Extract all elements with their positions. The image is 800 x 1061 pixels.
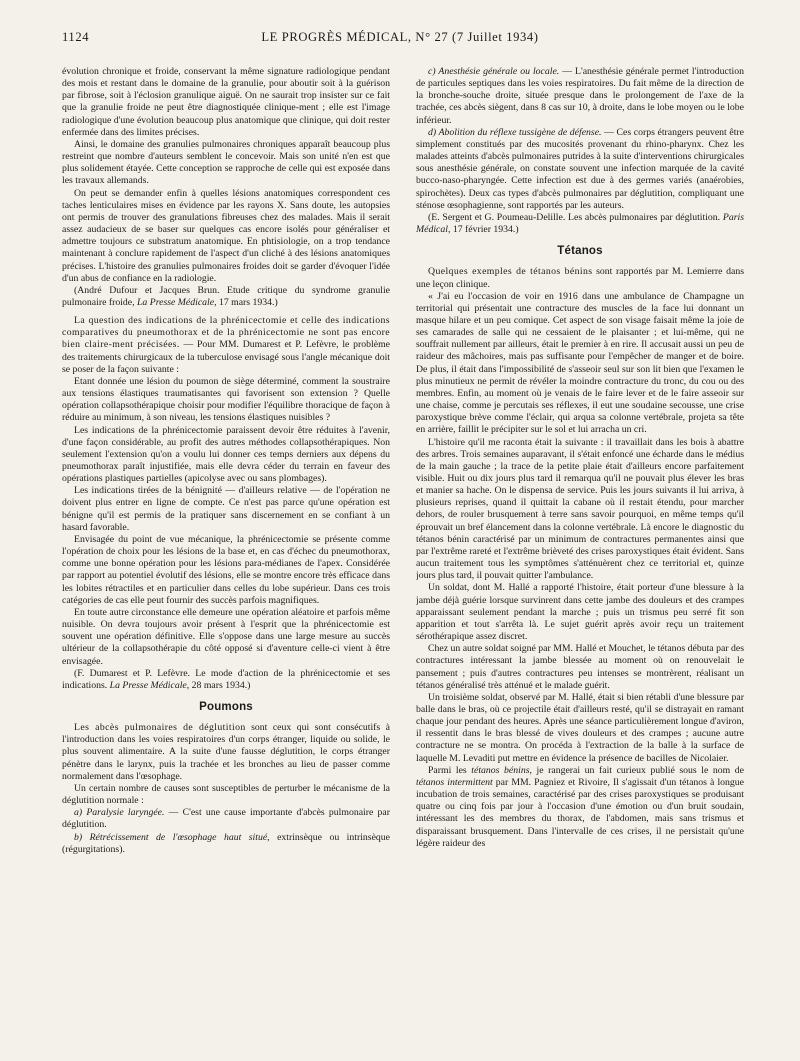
citation-journal: La Presse Médicale,	[109, 679, 190, 691]
list-item-text: extrinsèque ou intrinsèque (régurgitations).	[62, 831, 390, 855]
citation-date: 17 mars 1934.)	[218, 296, 278, 308]
article-lead-title: La question des indications de la phrénicectomie et celle des indications comparatives du pneumothorax et de la phrénicectomie ne sont pas encore bien claire-ment précisées.	[62, 315, 390, 351]
paragraph: Un troisième soldat, observé par M. Hallé, était si bien rétabli d'une blessure par balle dans le bras, où ce projectile était d'ailleurs resté, qu'il se distrayait en ramant chaque jour pendant des heures. Après une séance particulièrement longue d'aviron, il ressentit dans le bras blessé de vives douleurs et des crampes ; aucune autre contracture ne se montra. On procéda à l'extraction de la balle à la surface de laquelle M. Levaditi put mettre en évidence la présence de bacilles de Nicolaier.	[416, 691, 744, 764]
running-title: LE PROGRÈS MÉDICAL, N° 27 (7 Juillet 1934)	[261, 30, 539, 44]
paragraph: En toute autre circonstance elle demeure une opération aléatoire et parfois même nuisible. On devra toujours avoir présent à l'esprit que la phrénicectomie est souvent une opération définitive. Elle s'oppose dans une large mesure au succès ultérieur de la collapsothérapie du côté opposé si d'aventure celle-ci vient à être envisagée.	[62, 606, 390, 667]
list-item-label: a) Paralysie laryngée.	[74, 807, 165, 819]
article-lead-paragraph	[416, 266, 744, 290]
list-item-label: b) Rétrécissement de l'œsophage haut situé,	[74, 831, 270, 843]
citation-journal: Paris Médical,	[416, 211, 744, 236]
paragraph: Les indications de la phrénicectomie paraissent devoir être réduites à l'avenir, d'une façon considérable, au profit des autres méthodes collapsothérapiques. Non seulement l'extension qu'on a voulu lui donner ces temps derniers aux dépens du pneumothorax paraît injustifiée, mais elle devra céder du terrain en faveur des opérations plastiques partielles (apicolyse avec ou sans plombages).	[62, 424, 390, 485]
citation-date: 17 février 1934.)	[452, 224, 519, 236]
paragraph: Un certain nombre de causes sont susceptibles de perturber le mécanisme de la déglutition normale :	[62, 782, 390, 807]
paragraph: « J'ai eu l'occasion de voir en 1916 dans une ambulance de Champagne un territorial qui présentait une contracture des muscles de la face lui donnant un masque hilare et un peu comique. Cet aspect de son visage faisait même la joie de ses camarades de salle qui ne cessaient de le plaisanter ; et lui-même, qui ne souffrait nullement par ailleurs, était le premier à en rire. Il accusait aussi un peu de raideur des mâchoires, mais pas suffisante pour l'empêcher de manger et de boire. De plus, il était dans l'impossibilité de s'asseoir seul sur son lit bien que l'examen le plus minutieux ne permit de révéler la moindre contracture du tronc, du cou ou des membres. Enfin, au moment où je venais de le faire lever et de le faire asseoir sur une chaise, comme je percutais ses réflexes, il eut une soudaine secousse, une crise paroxystique brève comme l'éclair, qui arqua sa colonne vertébrale, projeta sa tête en arrière, faillit le précipiter sur le sol et lui arracha un cri.	[416, 290, 744, 436]
paragraph	[416, 765, 744, 850]
paragraph: L'histoire qu'il me raconta était la suivante : il travaillait dans les bois à abattre des arbres. Trois semaines auparavant, il s'était enfoncé une écharde dans le médius de la main gauche ; la trace de la petite plaie était d'ailleurs encore parfaitement visible. Huit ou dix jours plus tard il remarqua qu'il ne pouvait plus élever les bras et manier sa hache. On le dispensa de service. Puis les jours suivants il lui arriva, à plusieurs reprises, quand il quittait la cabane où il restait étendu, pour marcher dehors, de rouler brusquement à terre sans savoir pourquoi, en même temps qu'il éprouvait un bref élancement dans la colonne vertébrale. Là encore le diagnostic du tétanos bénin caractérisé par un minimum de contractures permanentes ainsi que par l'extrême rareté et l'extrême brièveté des crises paroxystiques était évident. Sans aucun traitement tous les symptômes s'atténuèrent chez ce territorial et, quinze jours plus tard, il pouvait quitter l'ambulance.	[416, 436, 744, 582]
paragraph-text: par MM. Pagniez et Rivoire, Il s'agissait d'un tétanos à longue incubation de trois semaines, caractérisé par des crises paroxystiques se produisant quatre ou cinq fois par jour à l'occasion d'une émotion ou d'un bruit soudain, intéressant les des membres du thorax, de l'abdomen, mais sans trismus et disparaissant brusquement. Dans l'intervalle de ces crises, il ne persistait qu'une légère raideur des	[416, 776, 744, 849]
paragraph: Envisagée du point de vue mécanique, la phrénicectomie se présente comme l'opération de choix pour les lésions de la base et, en cas d'échec du pneumothorax, comme une bonne opération pour les lésions para-médianes de l'apex. Considérée par rapport au potentiel évolutif des lésions, elle se montre encore très efficace dans les lobites rétractiles et en particulier dans celles du lobe supérieur. Dans ces trois catégories de cas elle peut fournir des succès parfois magnifiques.	[62, 533, 390, 606]
paragraph: évolution chronique et froide, conservant la même signature radiologique pendant des mois et restant dans le domaine de la granulie, pour aboutir soit à la guérison par fibrose, soit à l'éclosion granulique aiguë. On ne saurait trop insister sur ce fait que la granulie froide ne peut être diagnostiquée clinique-ment ; elle est l'image radiologique d'une évolution beaucoup plus anatomique que clinique, qui doit rester enfermée dans des limites précises.	[62, 66, 390, 138]
list-item	[416, 127, 744, 212]
paragraph: Ainsi, le domaine des granulies pulmonaires chroniques apparaît beaucoup plus restreint que nombre d'auteurs semblent le concevoir. Mais son unité n'en est que plus solidement étayée. Cette conception se rapproche de celle qui est exposée dans les travaux allemands.	[62, 138, 390, 187]
article-lead-title: Les abcès pulmonaires de déglutition	[74, 722, 246, 734]
list-item-text: — C'est une cause importante d'abcès pulmonaire par déglutition.	[62, 807, 390, 831]
citation-text: (André Dufour et Jacques Brun. Etude critique du syndrome granulie pulmonaire froide,	[62, 284, 390, 308]
italic-term: tétanos intermittent	[416, 776, 493, 788]
citation	[62, 668, 390, 692]
left-column	[62, 66, 390, 1056]
citation-journal: La Presse Médicale,	[137, 296, 217, 308]
citation	[62, 285, 390, 309]
page-number: 1124	[62, 30, 90, 44]
paragraph: Les indications tirées de la bénignité — d'ailleurs relative — de l'opération ne doivent plus entrer en ligne de compte. Ce n'est pas parce qu'une opération est bénigne qu'il est permis de la pratiquer sans discernement en se confiant à un hasard favorable.	[62, 485, 390, 533]
citation-text: (E. Sergent et G. Poumeau-Delille. Les abcès pulmonaires par déglutition.	[428, 211, 721, 223]
running-header	[62, 30, 738, 52]
paragraph-text: , je rangerai un fait curieux publié sous le nom de	[529, 764, 744, 776]
paragraph: Un soldat, dont M. Hallé a rapporté l'histoire, était porteur d'une blessure à la jambe déjà guérie lorsque survinrent dans cette jambe des douleurs et des crampes apparaissant seulement pendant la marche ; puis un trismus peu serré fit son apparition et tout s'arrêta là. Le sujet guérit après avoir reçu un traitement sérothérapique assez discret.	[416, 582, 744, 643]
article-lead-title: Quelques exemples de tétanos bénins	[428, 266, 593, 278]
article-lead-paragraph	[62, 315, 390, 376]
section-heading-poumons: Poumons	[199, 700, 253, 713]
article-lead-paragraph	[62, 722, 390, 783]
citation	[416, 212, 744, 236]
list-item-label: c) Anesthésie générale ou locale.	[428, 66, 560, 77]
citation-text: (F. Dumarest et P. Lefèvre. Le mode d'action de la phrénicectomie et ses indications.	[62, 667, 390, 691]
paragraph-text: sont rapportés par M. Lemierre dans une leçon clinique.	[416, 266, 744, 290]
paragraph: On peut se demander enfin à quelles lésions anatomiques correspondent ces taches lenticulaires mises en évidence par les rayons X. Sans doute, les autopsies ont permis de trouver des granulations fibreuses chez des malades. Mais il serait assez audacieux de se baser sur quelques cas encore isolés pour généraliser et admettre toujours ce substratum anatomique. En phtisiologie, on a trop tendance maintenant à conclure rapidement de l'aspect d'un cliché à des lésions anatomiques précises. L'histoire des granulies pulmonaires froides doit se garder d'évoquer l'idée d'un abus de confiance en la radiologie.	[62, 187, 390, 284]
paragraph: Chez un autre soldat soigné par MM. Hallé et Mouchet, le tétanos débuta par des contractures intéressant la jambe blessée au moment où on renouvelait le pansement ; puis d'autres contractures peu intenses se montrèrent, réalisant un tétanos généralisé très atténué et le malade guérit.	[416, 643, 744, 691]
right-column	[416, 66, 744, 1056]
section-heading-tetanos: Tétanos	[557, 245, 603, 258]
list-item-text: — Ces corps étrangers peuvent être simplement constitués par des mucosités provenant du rhino-pharynx. Chez les malades atteints d'abcès pulmonaires putrides à la suite d'interventions chirurgicales sous anesthésie générale, on constate souvent une infection marquée de la cavité bucco-naso-pharyngée. Cette infection est due à des germes variés (anaérobies, spirochètes). Deux cas types d'abcès pulmonaires par déglutition, compliquant une sténose œsophagienne, sont rapportés par les auteurs.	[416, 126, 744, 211]
list-item-label: d) Abolition du réflexe tussigène de défense.	[428, 126, 602, 138]
citation-date: 28 mars 1934.)	[191, 679, 251, 691]
paragraph-text: Parmi les	[428, 764, 472, 776]
list-item-text: — L'anesthésie générale permet l'introduction de particules septiques dans les voies respiratoires. Du fait même de la direction de la bronche-souche droite, située presque dans le prolongement de l'axe de la trachée, ces abcès siègent, dans 8 cas sur 10, à droite, dans le lobe moyen ou le lobe inférieur.	[416, 66, 744, 126]
list-item	[62, 807, 390, 831]
paragraph: Etant donnée une lésion du poumon de siège déterminé, comment la soustraire aux tensions élastiques traumatisantes qui favorisent son extension ? Quelle opération collapsothérapique choisir pour modifier l'équilibre thoracique de façon à réduire au minimum, à son niveau, les tensions élastiques nuisibles ?	[62, 375, 390, 424]
paragraph-text: — Pour MM. Dumarest et P. Lefèvre, le problème des traitements chirurgicaux de la tuberculose envisagé sous l'angle mécanique doit se poser de la façon suivante :	[62, 339, 390, 375]
list-item	[416, 66, 744, 127]
paragraph-text: sont ceux qui sont consécutifs à l'introduction dans les voies respiratoires d'un corps étranger, liquide ou solide, le plus souvent alimentaire. A la suite d'une fausse déglutition, le corps étranger pénètre dans le larynx, puis la trachée et les bronches au lieu de passer comme normalement dans l'œsophage.	[62, 722, 390, 782]
list-item	[62, 832, 390, 856]
italic-term: tétanos bénins	[471, 764, 530, 776]
